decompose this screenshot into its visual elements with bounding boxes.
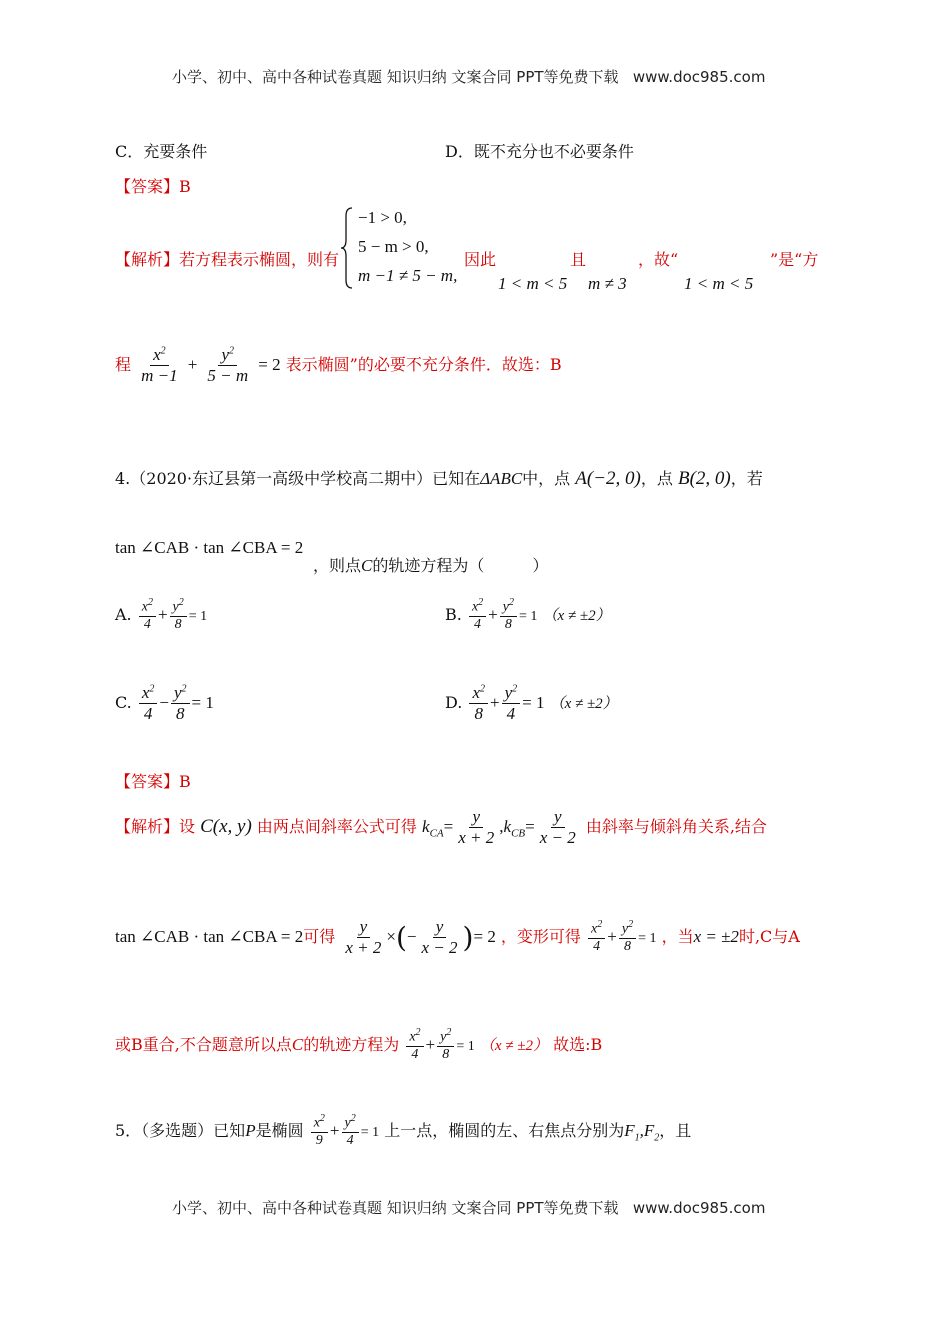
q3-option-c: C．充要条件 <box>115 142 208 161</box>
sys-line-3: m −1 ≠ 5 − m, <box>358 266 458 285</box>
q3-equation-line: 程 $\frac{x^2}{m -1}$ + $\frac{y^2}{5 - m}$ = 2 表示椭圆”的必要不充分条件．故选：B <box>115 345 562 385</box>
q3-shi: ”是“方 <box>770 250 819 269</box>
sys-line-2: 5 − m > 0, <box>358 237 429 256</box>
footer-text: 小学、初中、高中各种试卷真题 知识归纳 文案合同 PPT等免费下载 <box>172 1199 619 1217</box>
q3-answer: 【答案】B <box>115 177 191 196</box>
q3-inequality-system <box>340 206 460 290</box>
brace-icon <box>340 206 354 290</box>
q4-option-a: A. $\frac{x^2}{4}$ + $\frac{y^2}{8}$ = 1 <box>115 597 208 633</box>
q3-gu: ，故“ <box>638 250 679 269</box>
page-footer <box>172 1197 765 1218</box>
frac-y2: $\frac{y^2}{5 - m}$ <box>207 345 249 385</box>
header-text: 小学、初中、高中各种试卷真题 知识归纳 文案合同 PPT等免费下载 <box>172 68 619 86</box>
q4-option-b: B. $\frac{x^2}{4}$ + $\frac{y^2}{8}$ = 1 （x ≠ ±2） <box>445 597 611 633</box>
q5-stem: 5．（多选题）已知P是椭圆 $\frac{x^2}{9}$ + $\frac{y^2}{4}$ = 1 上一点，椭圆的左、右焦点分别为$F_1,F_2$，且 <box>115 1113 692 1149</box>
q4-explain-line-2: tan ∠CAB · tan ∠CBA = 2可得 $\frac{y}{x + 2}$ ×(− $\frac{y}{x - 2}$ )= 2 ，变形可得 $\frac{x^2}{4}$ + $\frac{y^2}{8}$ = 1 ，当x = ±2时,C与A <box>115 917 800 957</box>
footer-site: www.doc985.com <box>632 1199 766 1217</box>
q4-option-c: C. $\frac{x^2}{4}$ − $\frac{y^2}{8}$ = 1 <box>115 683 214 723</box>
q4-stem-line-1: 4.（2020·东辽县第一高级中学校高二期中）已知在ΔABC中，点 A(−2, 0)，点 B(2, 0)，若 <box>115 468 763 489</box>
q3-m-range-2: 1 < m < 5 <box>684 274 754 293</box>
frac-x2: $\frac{x^2}{m -1}$ <box>141 345 178 385</box>
q4-stem-line-2b: ，则点C的轨迹方程为（ ） <box>313 556 549 575</box>
q3-m-ne: m ≠ 3 <box>588 274 627 293</box>
q3-option-d: D．既不充分也不必要条件 <box>445 142 634 161</box>
q4-answer: 【答案】B <box>115 772 191 791</box>
q4-option-d: D. $\frac{x^2}{8}$ + $\frac{y^2}{4}$ = 1 （x ≠ ±2） <box>445 683 618 723</box>
q3-qie: 且 <box>570 250 587 269</box>
page-header <box>172 66 765 87</box>
q3-explain-label: 【解析】若方程表示椭圆，则有 <box>115 250 340 269</box>
sys-line-1: −1 > 0, <box>358 208 407 227</box>
q4-explain-line-3: 或B重合,不合题意所以点C的轨迹方程为 $\frac{x^2}{4}$ + $\frac{y^2}{8}$ = 1 （x ≠ ±2） 故选:B <box>115 1027 603 1063</box>
q4-stem-line-2: tan ∠CAB · tan ∠CBA = 2 <box>115 538 304 557</box>
q4-explain-line-1: 【解析】设 C(x, y) 由两点间斜率公式可得 $k_{CA}=$ $\frac{y}{x + 2}$ $,k_{CB}=$ $\frac{y}{x - 2}$ 由斜率与倾斜角关系,结合 <box>115 807 767 847</box>
header-site: www.doc985.com <box>632 68 766 86</box>
q3-m-range: 1 < m < 5 <box>498 274 568 293</box>
q3-yinci: 因此 <box>464 250 497 269</box>
